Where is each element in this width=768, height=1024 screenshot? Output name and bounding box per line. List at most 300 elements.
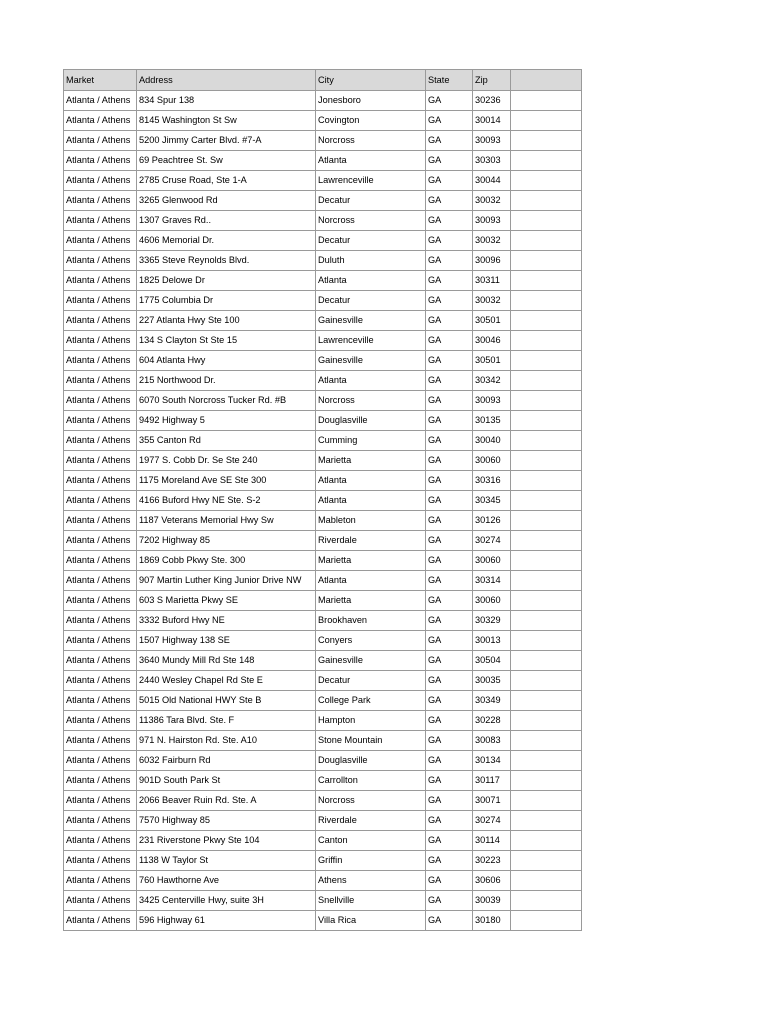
cell-zip: 30223 (473, 851, 511, 871)
cell-empty (511, 291, 582, 311)
cell-state: GA (426, 531, 473, 551)
cell-market: Atlanta / Athens (64, 751, 137, 771)
cell-address: 355 Canton Rd (137, 431, 316, 451)
cell-empty (511, 591, 582, 611)
address-table (63, 69, 582, 931)
cell-empty (511, 151, 582, 171)
cell-empty (511, 751, 582, 771)
cell-state: GA (426, 171, 473, 191)
cell-zip: 30180 (473, 911, 511, 931)
cell-market: Atlanta / Athens (64, 371, 137, 391)
table-row (64, 831, 582, 851)
cell-state: GA (426, 471, 473, 491)
cell-state: GA (426, 231, 473, 251)
cell-market: Atlanta / Athens (64, 711, 137, 731)
cell-empty (511, 611, 582, 631)
cell-empty (511, 371, 582, 391)
cell-address: 2785 Cruse Road, Ste 1-A (137, 171, 316, 191)
cell-address: 3365 Steve Reynolds Blvd. (137, 251, 316, 271)
cell-state: GA (426, 631, 473, 651)
cell-state: GA (426, 911, 473, 931)
table-row (64, 811, 582, 831)
cell-city: Douglasville (316, 751, 426, 771)
cell-empty (511, 571, 582, 591)
cell-state: GA (426, 411, 473, 431)
cell-empty (511, 511, 582, 531)
cell-city: Marietta (316, 451, 426, 471)
cell-market: Atlanta / Athens (64, 611, 137, 631)
cell-market: Atlanta / Athens (64, 191, 137, 211)
cell-address: 2066 Beaver Ruin Rd. Ste. A (137, 791, 316, 811)
cell-empty (511, 671, 582, 691)
table-row (64, 251, 582, 271)
cell-empty (511, 311, 582, 331)
cell-empty (511, 271, 582, 291)
cell-state: GA (426, 131, 473, 151)
cell-zip: 30117 (473, 771, 511, 791)
cell-state: GA (426, 731, 473, 751)
table-row (64, 891, 582, 911)
cell-city: Griffin (316, 851, 426, 871)
cell-address: 4606 Memorial Dr. (137, 231, 316, 251)
cell-zip: 30274 (473, 531, 511, 551)
cell-market: Atlanta / Athens (64, 471, 137, 491)
cell-zip: 30014 (473, 111, 511, 131)
cell-city: Stone Mountain (316, 731, 426, 751)
cell-address: 134 S Clayton St Ste 15 (137, 331, 316, 351)
cell-address: 7570 Highway 85 (137, 811, 316, 831)
cell-market: Atlanta / Athens (64, 791, 137, 811)
cell-address: 1869 Cobb Pkwy Ste. 300 (137, 551, 316, 571)
cell-address: 907 Martin Luther King Junior Drive NW (137, 571, 316, 591)
cell-zip: 30093 (473, 131, 511, 151)
cell-address: 1307 Graves Rd.. (137, 211, 316, 231)
cell-state: GA (426, 791, 473, 811)
header-zip: Zip (473, 70, 511, 91)
cell-address: 1977 S. Cobb Dr. Se Ste 240 (137, 451, 316, 471)
table-row (64, 551, 582, 571)
cell-address: 3640 Mundy Mill Rd Ste 148 (137, 651, 316, 671)
cell-address: 3265 Glenwood Rd (137, 191, 316, 211)
table-row (64, 191, 582, 211)
cell-address: 69 Peachtree St. Sw (137, 151, 316, 171)
cell-zip: 30060 (473, 551, 511, 571)
table-row (64, 911, 582, 931)
table-row (64, 491, 582, 511)
cell-state: GA (426, 111, 473, 131)
cell-market: Atlanta / Athens (64, 551, 137, 571)
cell-zip: 30096 (473, 251, 511, 271)
cell-address: 760 Hawthorne Ave (137, 871, 316, 891)
cell-address: 227 Atlanta Hwy Ste 100 (137, 311, 316, 331)
table-row (64, 511, 582, 531)
cell-state: GA (426, 491, 473, 511)
table-row (64, 711, 582, 731)
cell-state: GA (426, 831, 473, 851)
cell-state: GA (426, 591, 473, 611)
cell-city: Norcross (316, 791, 426, 811)
cell-empty (511, 411, 582, 431)
cell-market: Atlanta / Athens (64, 631, 137, 651)
cell-zip: 30114 (473, 831, 511, 851)
cell-empty (511, 171, 582, 191)
cell-market: Atlanta / Athens (64, 851, 137, 871)
table-row (64, 531, 582, 551)
cell-address: 8145 Washington St Sw (137, 111, 316, 131)
cell-address: 5200 Jimmy Carter Blvd. #7-A (137, 131, 316, 151)
cell-state: GA (426, 871, 473, 891)
cell-address: 1507 Highway 138 SE (137, 631, 316, 651)
cell-city: Riverdale (316, 811, 426, 831)
cell-city: Norcross (316, 211, 426, 231)
cell-zip: 30093 (473, 211, 511, 231)
cell-state: GA (426, 811, 473, 831)
cell-market: Atlanta / Athens (64, 831, 137, 851)
cell-zip: 30013 (473, 631, 511, 651)
cell-state: GA (426, 191, 473, 211)
cell-market: Atlanta / Athens (64, 91, 137, 111)
cell-city: Snellville (316, 891, 426, 911)
cell-empty (511, 351, 582, 371)
cell-address: 604 Atlanta Hwy (137, 351, 316, 371)
table-row (64, 591, 582, 611)
cell-empty (511, 131, 582, 151)
cell-city: Decatur (316, 671, 426, 691)
cell-empty (511, 691, 582, 711)
cell-state: GA (426, 211, 473, 231)
cell-zip: 30032 (473, 231, 511, 251)
cell-city: Hampton (316, 711, 426, 731)
cell-address: 901D South Park St (137, 771, 316, 791)
cell-address: 6070 South Norcross Tucker Rd. #B (137, 391, 316, 411)
cell-zip: 30316 (473, 471, 511, 491)
cell-empty (511, 651, 582, 671)
cell-market: Atlanta / Athens (64, 811, 137, 831)
table-row (64, 171, 582, 191)
cell-zip: 30060 (473, 451, 511, 471)
table-row (64, 391, 582, 411)
cell-zip: 30303 (473, 151, 511, 171)
cell-state: GA (426, 291, 473, 311)
cell-market: Atlanta / Athens (64, 251, 137, 271)
cell-city: College Park (316, 691, 426, 711)
cell-city: Atlanta (316, 471, 426, 491)
cell-empty (511, 711, 582, 731)
cell-empty (511, 431, 582, 451)
table-row (64, 111, 582, 131)
table-row (64, 751, 582, 771)
cell-market: Atlanta / Athens (64, 271, 137, 291)
cell-market: Atlanta / Athens (64, 511, 137, 531)
cell-address: 971 N. Hairston Rd. Ste. A10 (137, 731, 316, 751)
cell-address: 1175 Moreland Ave SE Ste 300 (137, 471, 316, 491)
cell-empty (511, 391, 582, 411)
header-city: City (316, 70, 426, 91)
cell-market: Atlanta / Athens (64, 591, 137, 611)
cell-address: 1138 W Taylor St (137, 851, 316, 871)
cell-city: Canton (316, 831, 426, 851)
table-row (64, 651, 582, 671)
cell-zip: 30093 (473, 391, 511, 411)
cell-zip: 30342 (473, 371, 511, 391)
cell-state: GA (426, 671, 473, 691)
cell-empty (511, 191, 582, 211)
cell-city: Douglasville (316, 411, 426, 431)
cell-state: GA (426, 451, 473, 471)
cell-market: Atlanta / Athens (64, 351, 137, 371)
cell-address: 11386 Tara Blvd. Ste. F (137, 711, 316, 731)
cell-city: Lawrenceville (316, 171, 426, 191)
table-row (64, 771, 582, 791)
table-row (64, 151, 582, 171)
cell-city: Atlanta (316, 371, 426, 391)
table-row (64, 471, 582, 491)
cell-address: 1775 Columbia Dr (137, 291, 316, 311)
cell-empty (511, 631, 582, 651)
cell-market: Atlanta / Athens (64, 311, 137, 331)
cell-city: Atlanta (316, 491, 426, 511)
table-row (64, 871, 582, 891)
cell-address: 3332 Buford Hwy NE (137, 611, 316, 631)
cell-zip: 30044 (473, 171, 511, 191)
cell-city: Jonesboro (316, 91, 426, 111)
cell-state: GA (426, 431, 473, 451)
cell-state: GA (426, 351, 473, 371)
cell-zip: 30228 (473, 711, 511, 731)
cell-market: Atlanta / Athens (64, 131, 137, 151)
cell-city: Brookhaven (316, 611, 426, 631)
cell-city: Norcross (316, 391, 426, 411)
cell-market: Atlanta / Athens (64, 291, 137, 311)
cell-zip: 30349 (473, 691, 511, 711)
table-row (64, 611, 582, 631)
cell-empty (511, 911, 582, 931)
cell-zip: 30134 (473, 751, 511, 771)
cell-market: Atlanta / Athens (64, 531, 137, 551)
cell-city: Norcross (316, 131, 426, 151)
cell-address: 4166 Buford Hwy NE Ste. S-2 (137, 491, 316, 511)
cell-city: Covington (316, 111, 426, 131)
cell-empty (511, 111, 582, 131)
cell-market: Atlanta / Athens (64, 871, 137, 891)
cell-market: Atlanta / Athens (64, 411, 137, 431)
cell-empty (511, 851, 582, 871)
cell-state: GA (426, 751, 473, 771)
cell-zip: 30501 (473, 351, 511, 371)
cell-zip: 30501 (473, 311, 511, 331)
header-address: Address (137, 70, 316, 91)
cell-empty (511, 871, 582, 891)
cell-address: 2440 Wesley Chapel Rd Ste E (137, 671, 316, 691)
cell-empty (511, 891, 582, 911)
cell-market: Atlanta / Athens (64, 491, 137, 511)
cell-zip: 30606 (473, 871, 511, 891)
cell-state: GA (426, 151, 473, 171)
cell-zip: 30060 (473, 591, 511, 611)
cell-zip: 30314 (473, 571, 511, 591)
cell-market: Atlanta / Athens (64, 771, 137, 791)
cell-market: Atlanta / Athens (64, 231, 137, 251)
cell-state: GA (426, 511, 473, 531)
cell-address: 7202 Highway 85 (137, 531, 316, 551)
cell-city: Athens (316, 871, 426, 891)
cell-zip: 30032 (473, 291, 511, 311)
cell-city: Conyers (316, 631, 426, 651)
table-row (64, 291, 582, 311)
cell-address: 3425 Centerville Hwy, suite 3H (137, 891, 316, 911)
cell-zip: 30039 (473, 891, 511, 911)
cell-state: GA (426, 771, 473, 791)
cell-zip: 30032 (473, 191, 511, 211)
cell-market: Atlanta / Athens (64, 651, 137, 671)
cell-empty (511, 831, 582, 851)
cell-zip: 30126 (473, 511, 511, 531)
cell-city: Duluth (316, 251, 426, 271)
cell-market: Atlanta / Athens (64, 911, 137, 931)
cell-market: Atlanta / Athens (64, 331, 137, 351)
cell-market: Atlanta / Athens (64, 691, 137, 711)
cell-market: Atlanta / Athens (64, 431, 137, 451)
cell-empty (511, 91, 582, 111)
table-row (64, 211, 582, 231)
cell-market: Atlanta / Athens (64, 731, 137, 751)
cell-market: Atlanta / Athens (64, 891, 137, 911)
cell-zip: 30071 (473, 791, 511, 811)
table-row (64, 431, 582, 451)
cell-empty (511, 231, 582, 251)
cell-city: Gainesville (316, 311, 426, 331)
cell-address: 6032 Fairburn Rd (137, 751, 316, 771)
cell-address: 231 Riverstone Pkwy Ste 104 (137, 831, 316, 851)
header-row (64, 70, 582, 91)
cell-state: GA (426, 371, 473, 391)
cell-city: Marietta (316, 551, 426, 571)
cell-state: GA (426, 891, 473, 911)
table-row (64, 271, 582, 291)
cell-city: Atlanta (316, 151, 426, 171)
cell-zip: 30329 (473, 611, 511, 631)
table-row (64, 631, 582, 651)
cell-city: Villa Rica (316, 911, 426, 931)
cell-city: Atlanta (316, 571, 426, 591)
cell-zip: 30040 (473, 431, 511, 451)
table-row (64, 791, 582, 811)
cell-zip: 30236 (473, 91, 511, 111)
cell-address: 215 Northwood Dr. (137, 371, 316, 391)
cell-zip: 30083 (473, 731, 511, 751)
table-row (64, 691, 582, 711)
cell-zip: 30504 (473, 651, 511, 671)
table-row (64, 671, 582, 691)
cell-state: GA (426, 331, 473, 351)
cell-city: Mableton (316, 511, 426, 531)
cell-empty (511, 251, 582, 271)
cell-city: Carrollton (316, 771, 426, 791)
cell-state: GA (426, 651, 473, 671)
cell-empty (511, 451, 582, 471)
cell-state: GA (426, 251, 473, 271)
table-row (64, 371, 582, 391)
cell-market: Atlanta / Athens (64, 171, 137, 191)
cell-address: 596 Highway 61 (137, 911, 316, 931)
cell-state: GA (426, 311, 473, 331)
cell-city: Gainesville (316, 651, 426, 671)
table-row (64, 451, 582, 471)
cell-market: Atlanta / Athens (64, 391, 137, 411)
cell-market: Atlanta / Athens (64, 571, 137, 591)
cell-city: Decatur (316, 191, 426, 211)
header-market: Market (64, 70, 137, 91)
cell-city: Lawrenceville (316, 331, 426, 351)
cell-state: GA (426, 711, 473, 731)
cell-zip: 30345 (473, 491, 511, 511)
table-row (64, 91, 582, 111)
cell-market: Atlanta / Athens (64, 211, 137, 231)
table-row (64, 351, 582, 371)
cell-city: Marietta (316, 591, 426, 611)
cell-market: Atlanta / Athens (64, 151, 137, 171)
cell-empty (511, 211, 582, 231)
cell-state: GA (426, 551, 473, 571)
cell-empty (511, 811, 582, 831)
table-row (64, 411, 582, 431)
cell-empty (511, 731, 582, 751)
cell-state: GA (426, 391, 473, 411)
cell-city: Decatur (316, 231, 426, 251)
header-extra (511, 70, 582, 91)
cell-state: GA (426, 91, 473, 111)
cell-empty (511, 791, 582, 811)
cell-address: 9492 Highway 5 (137, 411, 316, 431)
cell-address: 1825 Delowe Dr (137, 271, 316, 291)
cell-zip: 30135 (473, 411, 511, 431)
table-row (64, 571, 582, 591)
cell-address: 834 Spur 138 (137, 91, 316, 111)
cell-address: 603 S Marietta Pkwy SE (137, 591, 316, 611)
cell-zip: 30311 (473, 271, 511, 291)
cell-zip: 30035 (473, 671, 511, 691)
cell-market: Atlanta / Athens (64, 111, 137, 131)
table-row (64, 231, 582, 251)
table-row (64, 731, 582, 751)
cell-city: Cumming (316, 431, 426, 451)
cell-state: GA (426, 271, 473, 291)
cell-empty (511, 771, 582, 791)
cell-empty (511, 331, 582, 351)
cell-city: Riverdale (316, 531, 426, 551)
cell-address: 5015 Old National HWY Ste B (137, 691, 316, 711)
table-row (64, 851, 582, 871)
cell-city: Atlanta (316, 271, 426, 291)
cell-zip: 30046 (473, 331, 511, 351)
table-row (64, 311, 582, 331)
header-state: State (426, 70, 473, 91)
cell-empty (511, 491, 582, 511)
cell-state: GA (426, 571, 473, 591)
cell-address: 1187 Veterans Memorial Hwy Sw (137, 511, 316, 531)
cell-state: GA (426, 851, 473, 871)
cell-market: Atlanta / Athens (64, 451, 137, 471)
table-row (64, 131, 582, 151)
cell-market: Atlanta / Athens (64, 671, 137, 691)
cell-state: GA (426, 691, 473, 711)
cell-empty (511, 471, 582, 491)
cell-city: Gainesville (316, 351, 426, 371)
cell-empty (511, 531, 582, 551)
cell-zip: 30274 (473, 811, 511, 831)
table-row (64, 331, 582, 351)
cell-empty (511, 551, 582, 571)
